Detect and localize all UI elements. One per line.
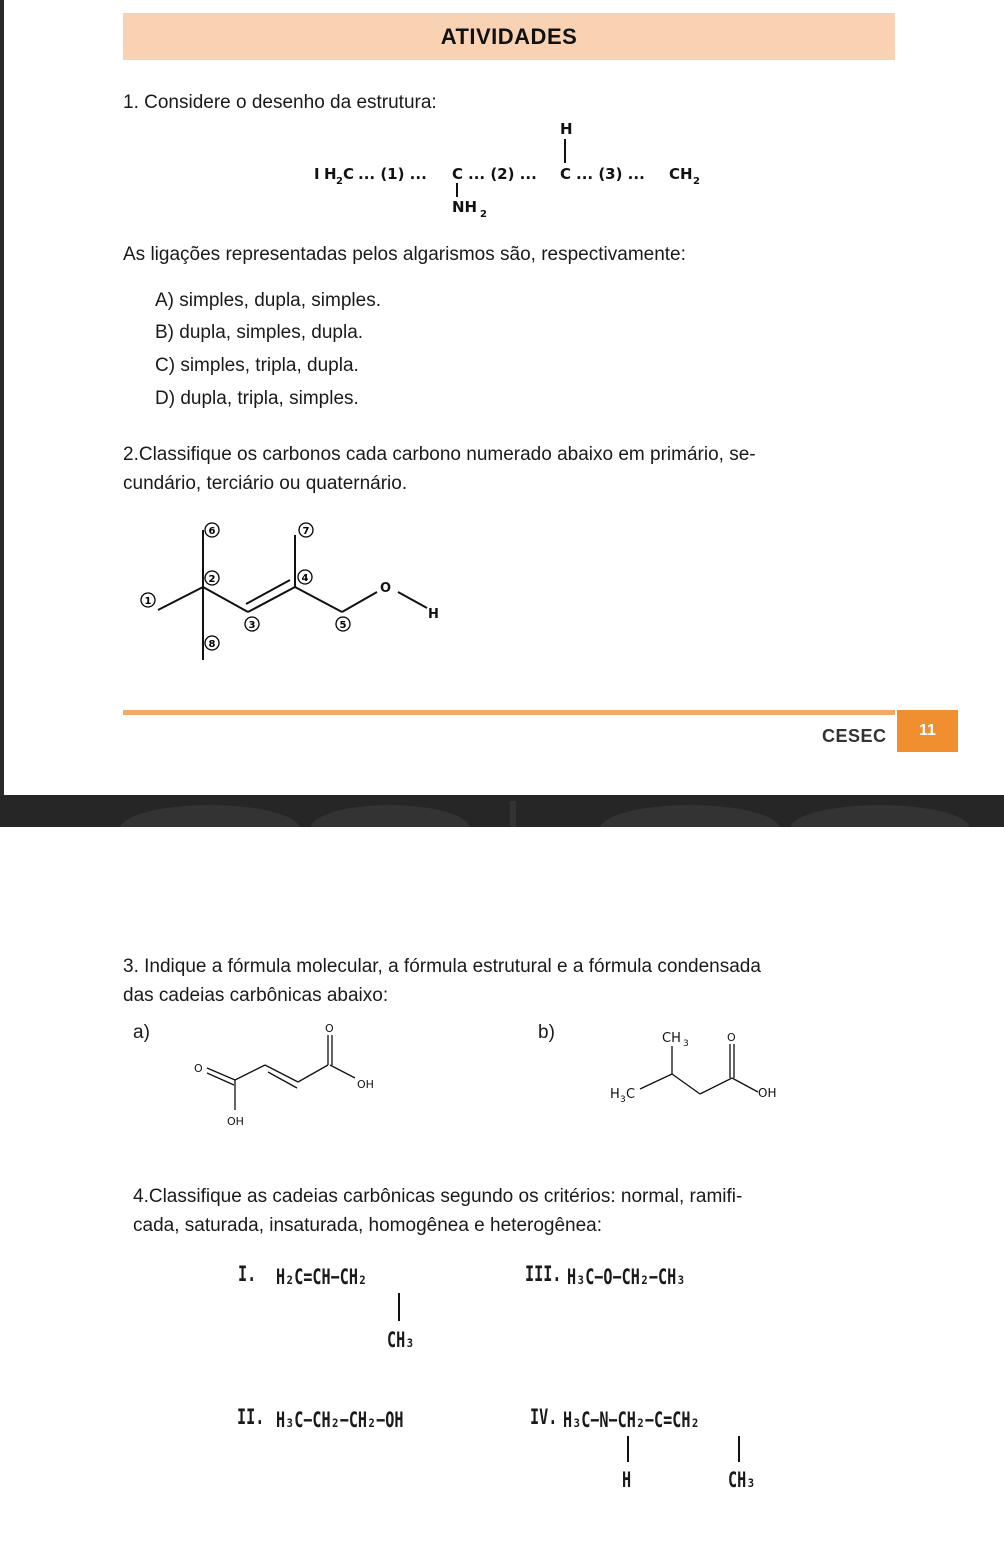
q3-b-label: b) — [538, 1022, 555, 1043]
q1-carbon-a: C — [452, 165, 464, 183]
q3-a-label: a) — [133, 1022, 150, 1043]
q4-item-i-branch-bond — [398, 1293, 400, 1321]
q1-bar: I — [314, 165, 320, 183]
svg-text:5: 5 — [339, 620, 347, 631]
q3-b-ch3-sub: 3 — [683, 1039, 689, 1049]
q4-line-2: cada, saturada, insaturada, homogênea e heterogênea: — [133, 1215, 603, 1236]
q1-h2c-sub: 2 — [336, 176, 343, 187]
q1-option-a: A) simples, dupla, simples. — [155, 290, 381, 311]
q4-item-iv-c-branch: CH₃ — [728, 1468, 756, 1492]
q2-skeletal-structure — [130, 510, 460, 660]
q4-item-iv-formula: H₃C−N−CH₂−C=CH₂ — [563, 1408, 700, 1432]
q4-item-i-number: I. — [238, 1262, 257, 1286]
q4-item-ii-formula: H₃C−CH₂−CH₂−OH — [276, 1408, 404, 1432]
q1-h2c-c: C — [343, 165, 355, 183]
svg-text:3: 3 — [248, 620, 256, 631]
q3-a-o-left: O — [194, 1062, 203, 1075]
q1-prompt: 1. Considere o desenho da estrutura: — [123, 92, 437, 113]
q3-b-h3c-c: C — [626, 1087, 636, 1102]
banner-title: ATIVIDADES — [440, 23, 578, 49]
page-left-border — [0, 0, 4, 795]
q2-oxygen: O — [380, 581, 392, 596]
q3-b-oh: OH — [758, 1086, 777, 1100]
q2-label-7 — [299, 523, 313, 537]
q4-item-i-formula: H₂C=CH−CH₂ — [276, 1265, 368, 1289]
q3-line-1: 3. Indique a fórmula molecular, a fórmula estrutural e a fórmula condensada — [123, 956, 761, 977]
q1-option-d: D) dupla, tripla, simples. — [155, 388, 359, 409]
q4-item-iv-n-branch: H — [622, 1468, 632, 1492]
q3-b-h3c-h: H — [610, 1087, 620, 1102]
svg-text:7: 7 — [302, 526, 310, 537]
q4-line-1: 4.Classifique as cadeias carbônicas segundo os critérios: normal, ramifi- — [133, 1186, 743, 1207]
q1-carbon-b: C — [560, 165, 572, 183]
q3-b-o-top: O — [727, 1031, 736, 1044]
q1-option-b: B) dupla, simples, dupla. — [155, 322, 364, 343]
q2-label-3 — [245, 617, 259, 631]
q1-question: As ligações representadas pelos algarismos são, respectivamente: — [123, 244, 686, 265]
q2-hydrogen: H — [428, 607, 439, 622]
q3-a-structure — [180, 1015, 410, 1135]
page-separator-band — [0, 795, 1004, 827]
q2-label-8 — [205, 636, 219, 650]
q1-ch2-sub: 2 — [693, 176, 700, 187]
q2-label-1 — [141, 593, 155, 607]
q4-item-iv-c-bond — [738, 1436, 740, 1462]
q1-h-top: H — [560, 120, 573, 138]
q4-item-iv-n-bond — [627, 1436, 629, 1462]
q4-item-iv-number: IV. — [530, 1405, 558, 1429]
q1-nh2-sub: 2 — [480, 209, 487, 220]
q4-item-ii-number: II. — [237, 1405, 265, 1429]
q4-item-iii-formula: H₃C−O−CH₂−CH₃ — [567, 1265, 686, 1289]
q1-nh2: NH — [452, 198, 478, 216]
footer-divider — [123, 710, 895, 715]
q2-label-2 — [205, 571, 219, 585]
q3-b-structure — [600, 1022, 800, 1122]
q1-bond-3: ... (3) ... — [576, 165, 645, 183]
q3-a-oh-right: OH — [357, 1078, 374, 1091]
q2-label-4 — [298, 570, 312, 584]
q3-a-oh-bottom: OH — [227, 1115, 244, 1128]
q2-label-5 — [336, 617, 350, 631]
q1-bond-2: ... (2) ... — [468, 165, 537, 183]
q4-item-iii-number: III. — [525, 1262, 562, 1286]
q1-option-c: C) simples, tripla, dupla. — [155, 355, 359, 376]
svg-text:1: 1 — [144, 596, 152, 607]
svg-text:8: 8 — [208, 639, 216, 650]
q3-b-ch3: CH — [662, 1031, 681, 1046]
q1-h2c-h: H — [324, 165, 337, 183]
q1-structure — [300, 115, 720, 225]
activities-banner — [123, 13, 895, 60]
q1-ch2: CH — [669, 165, 693, 183]
page-number: 11 — [897, 710, 958, 752]
q4-item-i-branch: CH₃ — [387, 1328, 415, 1352]
q3-line-2: das cadeias carbônicas abaixo: — [123, 985, 389, 1006]
q3-b-h3c-sub: 3 — [620, 1095, 626, 1105]
q2-line-1: 2.Classifique os carbonos cada carbono numerado abaixo em primário, se- — [123, 444, 756, 465]
q2-line-2: cundário, terciário ou quaternário. — [123, 473, 408, 494]
svg-text:6: 6 — [208, 526, 216, 537]
q3-a-o-top: O — [325, 1022, 334, 1035]
svg-text:4: 4 — [301, 573, 309, 584]
footer-label: CESEC — [822, 726, 887, 746]
q2-label-6 — [205, 523, 219, 537]
svg-text:2: 2 — [208, 574, 216, 585]
q1-bond-1: ... (1) ... — [358, 165, 427, 183]
